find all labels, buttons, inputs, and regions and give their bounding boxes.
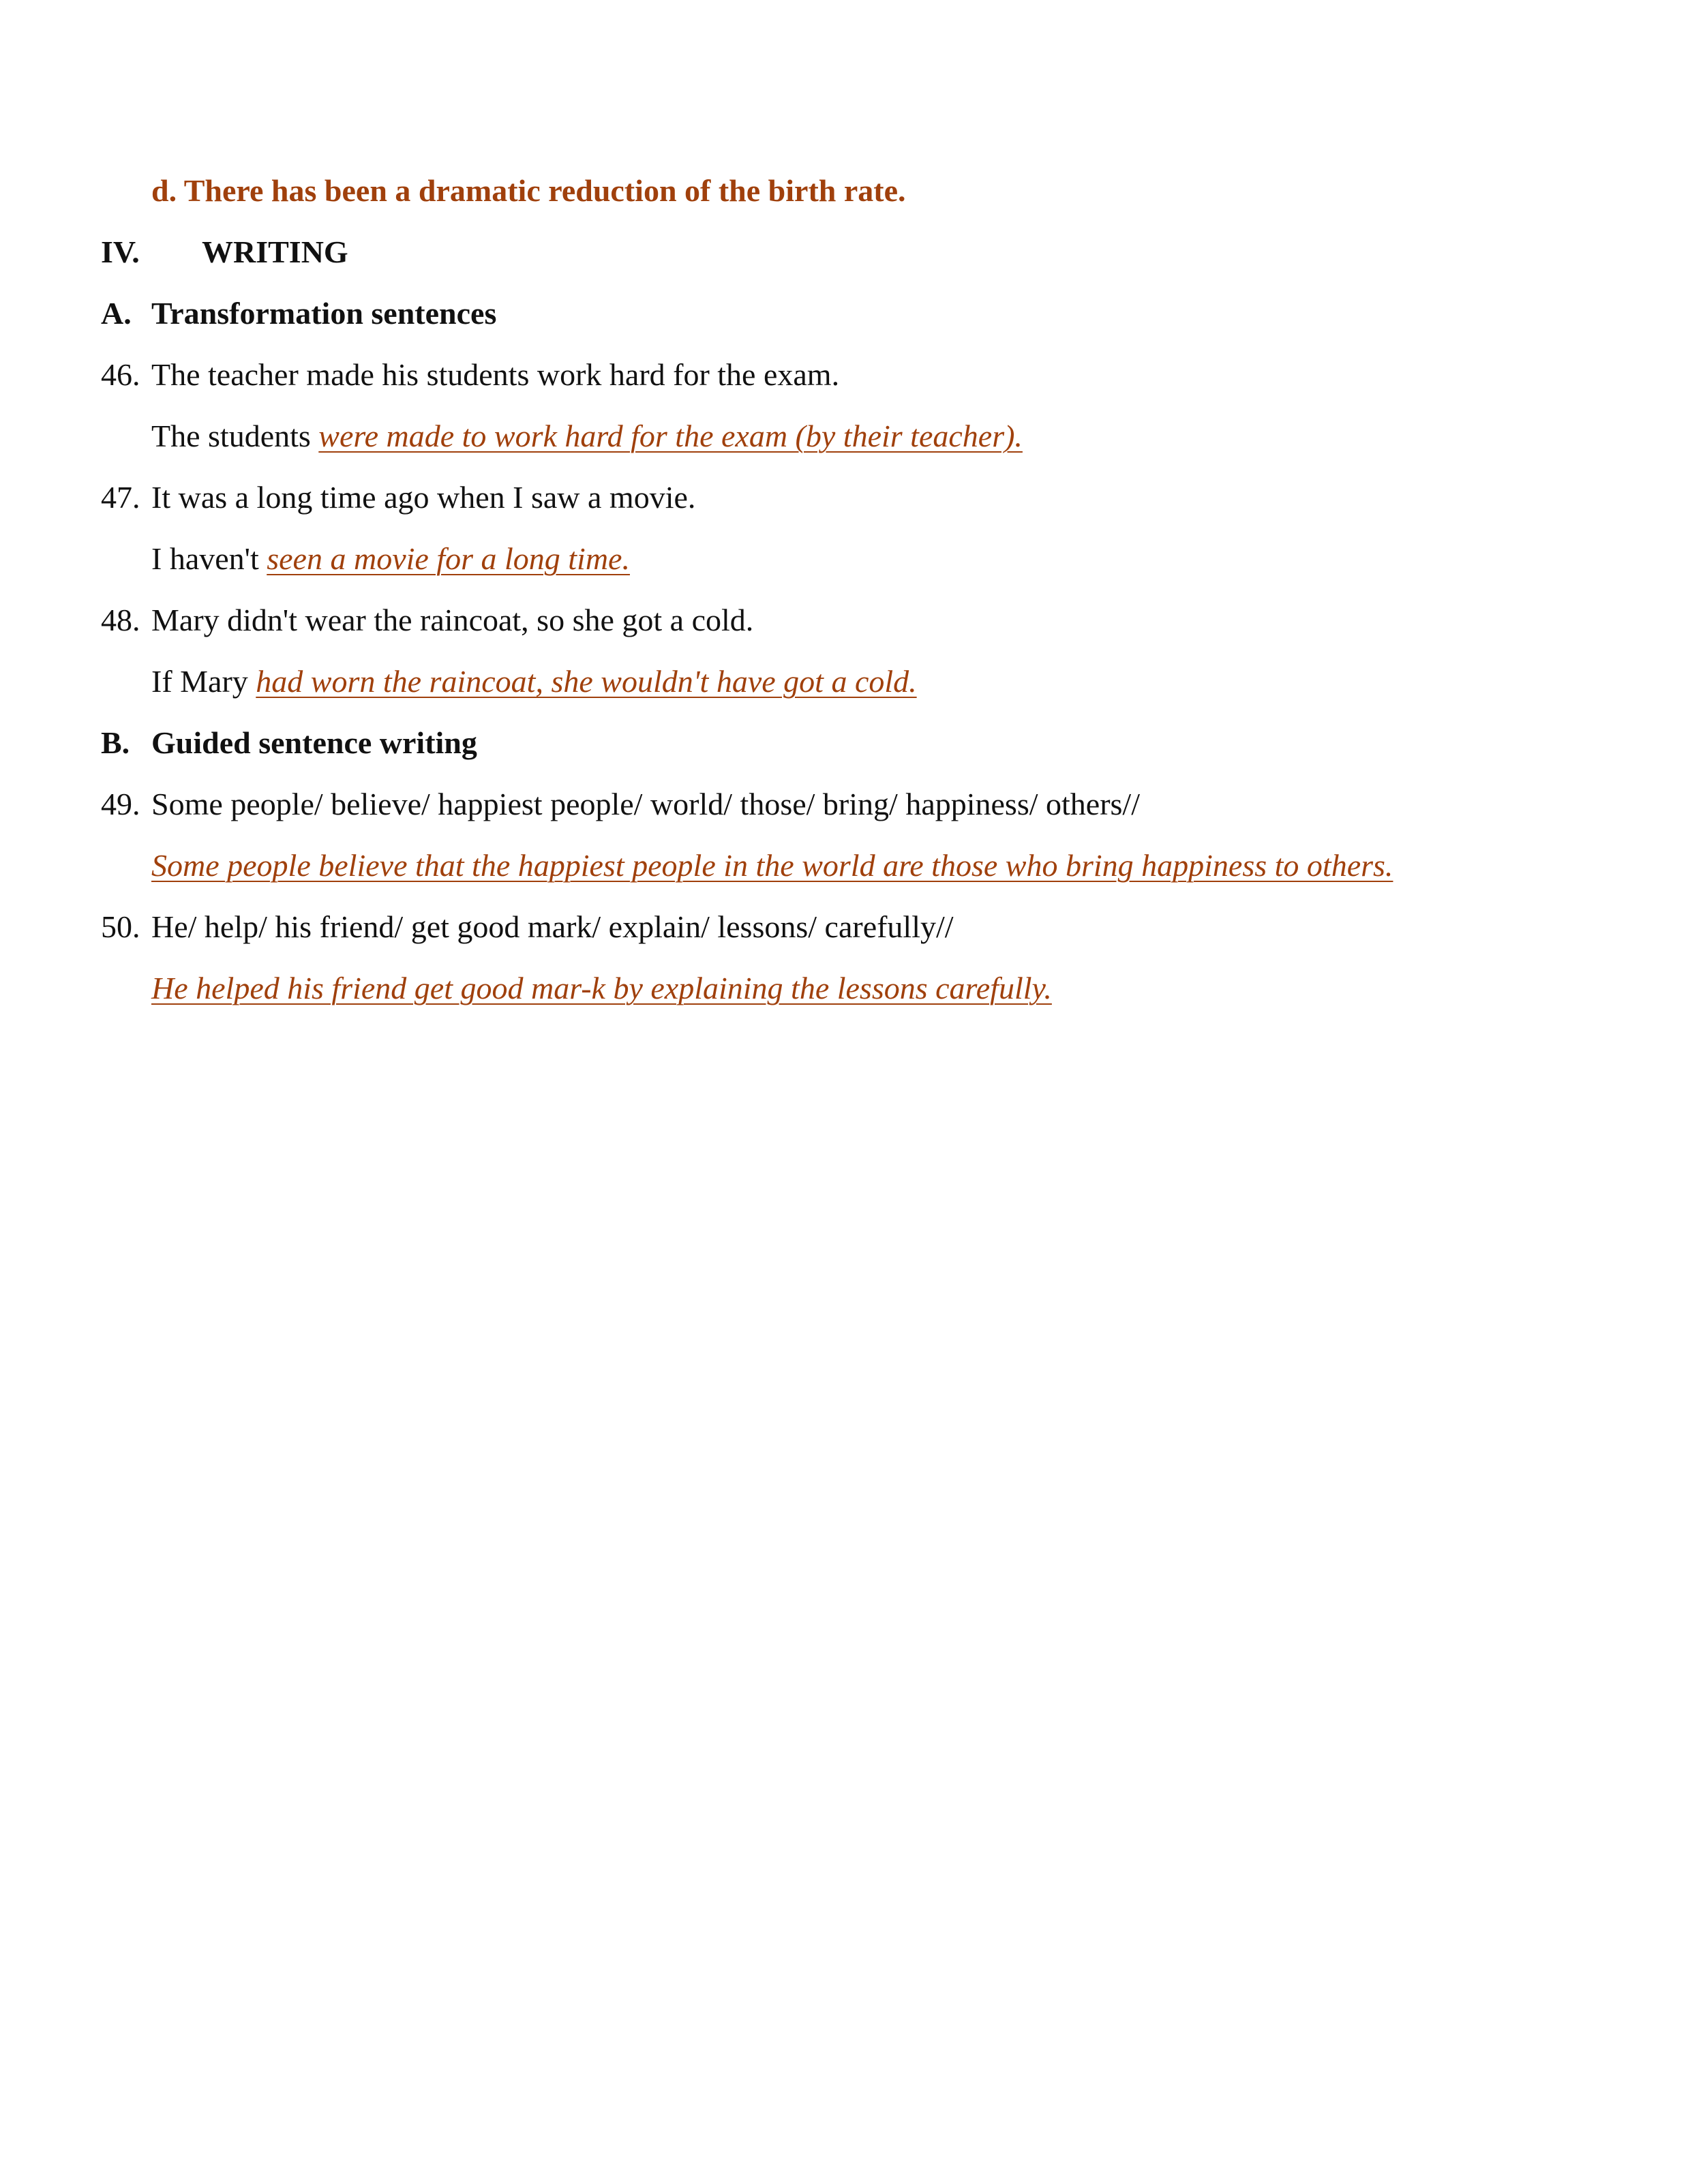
answer-48 [151,663,917,701]
question-46 [101,356,839,394]
question-prompt: The teacher made his students work hard for the exam. [151,357,840,392]
question-47 [101,479,695,517]
question-49 [101,785,1140,823]
answer-text: Some people believe that the happiest people in the world are those who bring happiness to others. [151,848,1393,883]
question-number: 50. [101,909,140,944]
question-number: 46. [101,357,140,392]
question-prompt: Mary didn't wear the raincoat, so she got a cold. [151,603,754,637]
part-a-title: Transformation sentences [151,296,497,331]
part-b-title: Guided sentence writing [151,725,477,760]
answer-text: were made to work hard for the exam (by their teacher). [318,419,1023,453]
section-title: WRITING [202,234,348,269]
answer-text: had worn the raincoat, she wouldn't have got a cold. [256,664,917,699]
answer-50 [151,969,1052,1007]
question-prompt: He/ help/ his friend/ get good mark/ explain/ lessons/ carefully// [151,909,954,944]
question-prompt: Some people/ believe/ happiest people/ world/ those/ bring/ happiness/ others// [151,787,1140,821]
question-number: 47. [101,480,140,515]
answer-d-line: d. There has been a dramatic reduction of the birth rate. [151,173,906,208]
question-number: 48. [101,603,140,637]
question-prompt: It was a long time ago when I saw a movie. [151,480,696,515]
part-b-heading [101,724,477,762]
question-number: 49. [101,787,140,821]
answer-49 [151,847,1393,885]
answer-lead: I haven't [151,541,267,576]
part-a-heading [101,294,496,333]
answer-lead: If Mary [151,664,256,699]
answer-text: He helped his friend get good mar-k by explaining the lessons carefully. [151,971,1052,1005]
answer-46 [151,417,1023,455]
part-b-letter: B. [101,725,130,760]
section-numeral: IV. [101,234,140,269]
question-48 [101,601,753,639]
answer-lead: The students [151,419,319,453]
answer-text: seen a movie for a long time. [267,541,630,576]
section-heading [101,233,348,271]
answer-47 [151,540,630,578]
part-a-letter: A. [101,296,132,331]
question-50 [101,908,954,946]
